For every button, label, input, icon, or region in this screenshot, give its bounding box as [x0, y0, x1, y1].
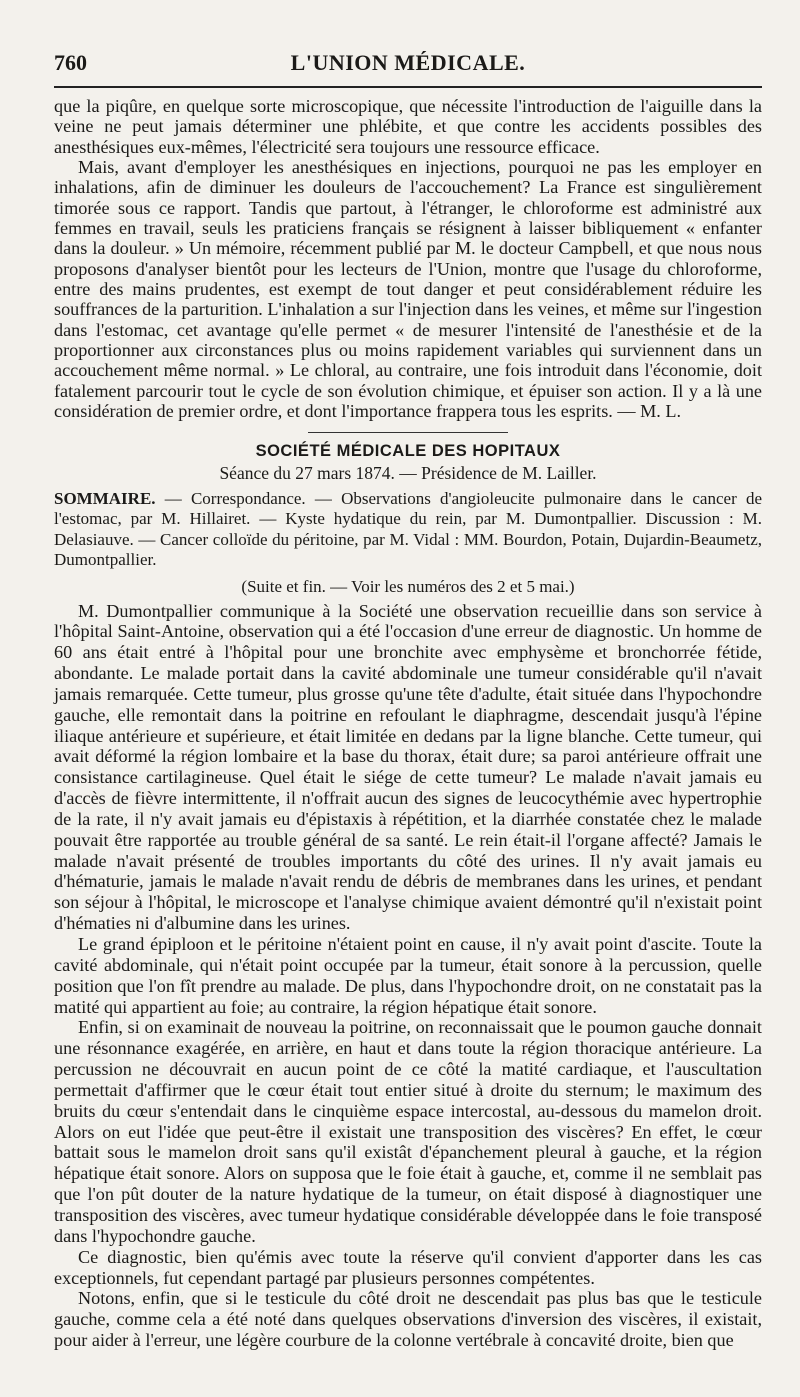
main-paragraph-5: Notons, enfin, que si le testicule du côté droit ne descendait pas plus bas que le testicule gauche, comme cela a été noté dans quelques observations d'inversion des viscères, il existait, pour aider à l'erreur, une légère courbure de la colonne vertébrale à concavité droite, bien que [54, 1288, 762, 1351]
main-paragraph-1: M. Dumontpallier communique à la Société une observation recueillie dans son service à l'hôpital Saint-Antoine, observation qui a été l'occasion d'une erreur de diagnostic. Un homme de 60 ans était entré à l'hôpital pour une bronchite avec emphysème et bronchorrée fétide, abondante. Le malade portait dans la cavité abdominale une tumeur considérable qu'il n'avait jamais remarquée. Cette tumeur, plus grosse qu'une tête d'adulte, était située dans l'hypochondre gauche, elle remontait dans la poitrine en refoulant le diaphragme, descendait jusqu'à l'épine iliaque antérieure et supérieure, et était limitée en dedans par la ligne blanche. Cette tumeur, qui avait déformé la région lombaire et la base du thorax, était dure; sa paroi antérieure offrait une consistance cartilagineuse. Quel était le siége de cette tumeur? Le malade n'avait jamais eu d'accès de fièvre intermittente, il n'offrait aucun des signes de leucocythémie avec hypertrophie de la rate, il n'y avait jamais eu d'épistaxis à répétition, et la diarrhée constatée chez le malade pouvait être rapportée au trouble général de sa santé. Le rein était-il l'organe affecté? Jamais le malade n'avait présenté de troubles importants du côté des urines. Il n'y avait jamais eu d'hématurie, jamais le malade n'avait rendu de débris de membranes dans les urines, et pendant son séjour à l'hôpital, le microscope et l'analyse chimique avaient démontré qu'il n'existait point d'hématies ni d'albumine dans les urines. [54, 600, 762, 934]
summary-label: SOMMAIRE. [54, 488, 156, 508]
continuation-note: (Suite et fin. — Voir les numéros des 2 et 5 mai.) [241, 576, 575, 596]
main-text [54, 601, 762, 1351]
header-rule [54, 86, 762, 88]
section-title: SOCIÉTÉ MÉDICALE DES HOPITAUX [255, 441, 561, 460]
main-paragraph-3: Enfin, si on examinait de nouveau la poitrine, on reconnaissait que le poumon gauche donnait une résonnance exagérée, en arrière, en haut et dans toute la région thoracique antérieure. La percussion ne découvrait en aucun point de ce côté la matité cardiaque, et l'auscultation permettait d'affirmer que le cœur était tout entier situé à droite du sternum; le maximum des bruits du cœur s'entendait dans le cinquième espace intercostal, au-dessous du mamelon droit. Alors on eut l'idée que peut-être il existait une transposition des viscères? En effet, le cœur battait sous le mamelon droit sans qu'il existât d'épanchement pleural à gauche, et la région hépatique était sonore. Alors on supposa que le foie était à gauche, et, comme il ne semblait pas que l'on pût douter de la nature hydatique de la tumeur, on était disposé à diagnostiquer une transposition des viscères, avec tumeur hydatique considérable développée dans le foie transposé dans l'hypochondre gauche. [54, 1017, 762, 1246]
summary [54, 489, 762, 571]
intro-paragraph-2: Mais, avant d'employer les anesthésiques en injections, pourquoi ne pas les employer en inhalations, afin de diminuer les douleurs de l'accouchement? La France est singulièrement timorée sous ce rapport. Tandis que partout, à l'étranger, le chloroforme est administré aux femmes en travail, seuls les praticiens français se résignent à laisser bibliquement « enfanter dans la douleur. » Un mémoire, récemment publié par M. le docteur Campbell, et que nous nous proposons d'analyser bientôt pour les lecteurs de l'Union, montre que l'usage du chloroforme, entre des mains prudentes, est exempt de tout danger et peut considérablement réduire les souffrances de la parturition. L'inhalation a sur l'injection dans les veines, et même sur l'ingestion dans l'estomac, cet avantage qu'elle permet « de mesurer l'intensité de l'anesthésie et de la proportionner aux circonstances plus ou moins rapidement variables qui surviennent dans un accouchement même normal. » Le chloral, au contraire, une fois introduit dans l'économie, doit fatalement parcourir tout le cycle de son évolution chimique, et épuiser son action. Il y a là une considération de premier ordre, et dont l'importance frappera tous les esprits. — M. L. [54, 157, 762, 422]
section-separator [308, 432, 508, 433]
main-paragraph-2: Le grand épiploon et le péritoine n'étaient point en cause, il n'y avait point d'ascite. Toute la cavité abdominale, qui n'était point occupée par la tumeur, était sonore à la percussion, quelle position que l'on fît prendre au malade. De plus, dans l'hypochondre droit, on ne constatait pas la matité qui appartient au foie; au contraire, la région hépatique était sonore. [54, 934, 762, 1017]
summary-text: — Correspondance. — Observations d'angioleucite pulmonaire dans le cancer de l'estomac, par M. Hillairet. — Kyste hydatique du rein, par M. Dumontpallier. Discussion : M. Delasiauve. — Cancer colloïde du péritoine, par M. Vidal : MM. Bourdon, Potain, Dujardin-Beaumetz, Dumontpallier. [54, 488, 762, 569]
main-paragraph-4: Ce diagnostic, bien qu'émis avec toute la réserve qu'il convient d'apporter dans les cas exceptionnels, fut cependant partagé par plusieurs personnes compétentes. [54, 1246, 762, 1288]
running-title: L'UNION MÉDICALE. [290, 50, 526, 75]
intro-paragraph-1: que la piqûre, en quelque sorte microscopique, que nécessite l'introduction de l'aiguille dans la veine ne peut jamais déterminer une phlébite, et que contre les accidents possibles des anesthésiques eux-mêmes, l'électricité sera toujours une ressource efficace. [54, 96, 762, 157]
page-body [54, 96, 762, 1351]
page-number: 760 [54, 50, 87, 75]
session-line: Séance du 27 mars 1874. — Présidence de M. Lailler. [219, 462, 597, 483]
page-header [54, 46, 762, 80]
